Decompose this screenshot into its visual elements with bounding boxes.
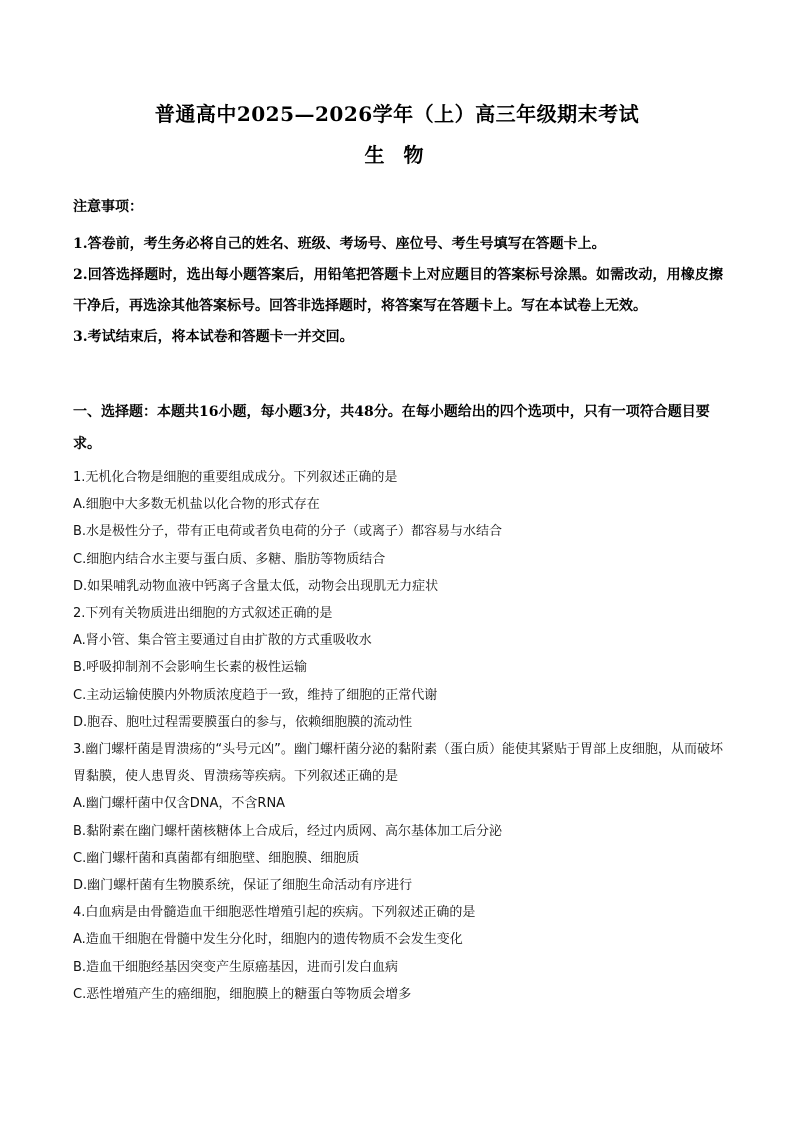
question-option: D.胞吞、胞吐过程需要膜蛋白的参与，依赖细胞膜的流动性 [73,714,413,730]
notice-item: 2.回答选择题时，选出每小题答案后，用铅笔把答题卡上对应题目的答案标号涂黑。如需改动，用橡皮擦干净后，再选涂其他答案标号。回答非选择题时，将答案写在答题卡上。写在本试卷上无效。 [73,267,723,314]
question-option: B.水是极性分子，带有正电荷或者负电荷的分子（或离子）都容易与水结合 [73,524,503,540]
question-option: B.呼吸抑制剂不会影响生长素的极性运输 [73,660,308,676]
question-option: B.黏附素在幽门螺杆菌核糖体上合成后，经过内质网、高尔基体加工后分泌 [73,823,503,839]
question-option: C.幽门螺杆菌和真菌都有细胞壁、细胞膜、细胞质 [73,850,360,866]
question-list [73,464,723,1008]
question-option: D.幽门螺杆菌有生物膜系统，保证了细胞生命活动有序进行 [73,878,413,894]
question-stem: 4.白血病是由骨髓造血干细胞恶性增殖引起的疾病。下列叙述正确的是 [73,905,476,921]
notice-heading: 注意事项： [73,199,143,215]
question-stem: 1.无机化合物是细胞的重要组成成分。下列叙述正确的是 [73,470,398,485]
question-option: B.造血干细胞经基因突变产生原癌基因，进而引发白血病 [73,959,399,975]
subject-title: 生 物 [364,143,430,167]
question-option: A.幽门螺杆菌中仅含DNA，不含RNA [73,796,286,812]
question-option: D.如果哺乳动物血液中钙离子含量太低，动物会出现肌无力症状 [73,578,439,594]
question-stem: 2.下列有关物质进出细胞的方式叙述正确的是 [73,606,333,622]
question-option: C.细胞内结合水主要与蛋白质、多糖、脂肪等物质结合 [73,551,386,567]
question-option: A.造血干细胞在骨髓中发生分化时，细胞内的遗传物质不会发生变化 [73,932,463,948]
exam-title: 普通高中2025—2026学年（上）高三年级期末考试 [154,102,640,126]
question-stem: 3.幽门螺杆菌是胃溃疡的“头号元凶”。幽门螺杆菌分泌的黏附素（蛋白质）能使其紧贴于胃部上皮细胞，从而破坏胃黏膜，使人患胃炎、胃溃疡等疾病。下列叙述正确的是 [73,742,723,785]
question-option: A.肾小管、集合管主要通过自由扩散的方式重吸收水 [73,633,372,649]
notice-item: 1.答卷前，考生务必将自己的姓名、班级、考场号、座位号、考生号填写在答题卡上。 [73,236,606,252]
question-option: A.细胞中大多数无机盐以化合物的形式存在 [73,497,320,513]
notice-list [73,229,723,353]
question-option: C.恶性增殖产生的癌细胞，细胞膜上的糖蛋白等物质会增多 [73,986,412,1002]
question-option: C.主动运输使膜内外物质浓度趋于一致，维持了细胞的正常代谢 [73,687,438,703]
section-heading: 一、选择题：本题共16小题，每小题3分，共48分。在每小题给出的四个选项中，只有一项符合题目要求。 [73,404,710,452]
notice-item: 3.考试结束后，将本试卷和答题卡一并交回。 [73,329,354,345]
